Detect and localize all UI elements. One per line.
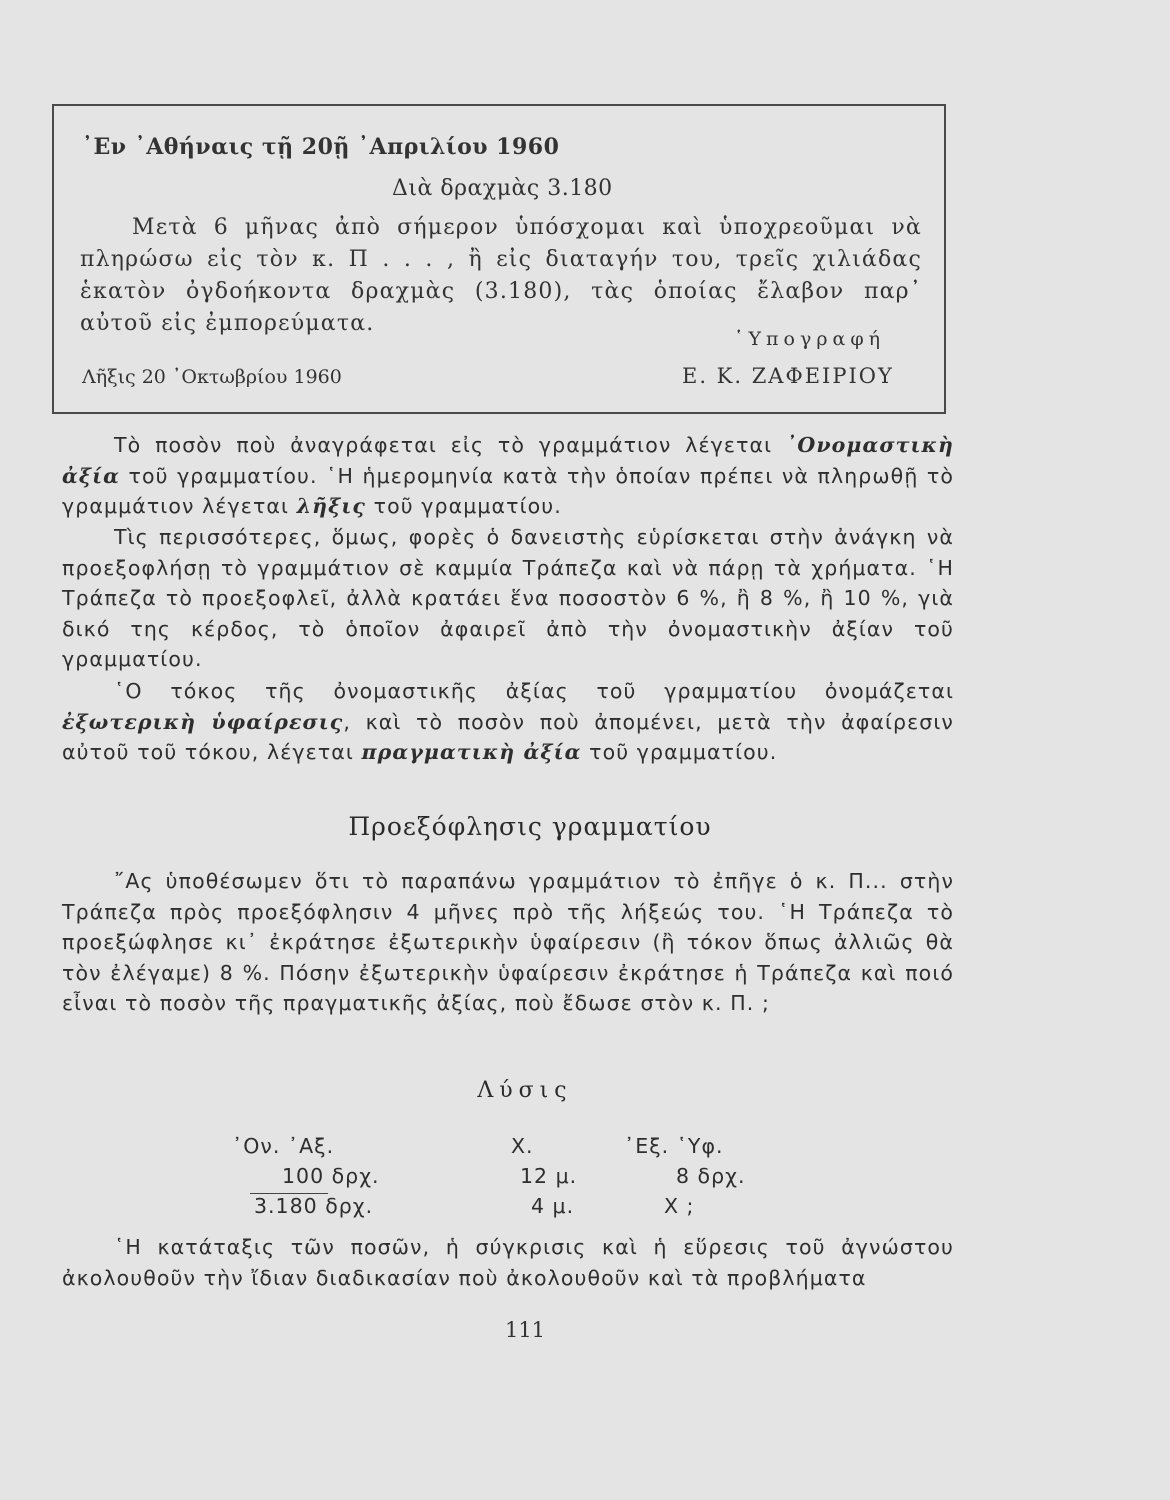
- note-maturity: Λῆξις 20 ᾽Οκτωβρίου 1960: [82, 366, 342, 388]
- section-title: Προεξόφλησις γραμματίου: [348, 812, 712, 841]
- row2-face-value: 3.180 δρχ.: [254, 1194, 374, 1218]
- page-number: 111: [504, 1318, 546, 1342]
- term-face-value: ᾽Ονομαστικὴ ἀξία: [62, 433, 954, 488]
- row1-face-value: 100 δρχ.: [282, 1164, 380, 1188]
- note-body-text: Μετὰ 6 μῆνας ἀπὸ σήμερον ὑπόσχομαι καὶ ὑποχρεοῦμαι νὰ πληρώσω εἰς τὸν κ. Π . . . , ἢ εἰς διαταγήν του, τρεῖς χιλιάδας ἑκατὸν ὀγδοήκοντα δραχμὰς (3.180), τὰς ὁποίας ἔλαβον παρ᾽ αὐτοῦ εἰς ἐμπορεύματα.: [80, 215, 922, 336]
- row2-discount: Χ ;: [664, 1194, 695, 1218]
- p1-text-c: τοῦ γραμματίου.: [366, 494, 562, 518]
- note-signer: Ε. Κ. ΖΑΦΕΙΡΙΟΥ: [682, 364, 894, 388]
- paragraph-face-value: [62, 430, 954, 522]
- row1-discount: 8 δρχ.: [676, 1164, 746, 1188]
- note-date-line: ᾽Εν ᾽Αθήναις τῇ 20ῇ ᾽Απριλίου 1960: [82, 134, 560, 160]
- row2-months: 4 μ.: [531, 1194, 575, 1218]
- p5-text: ῾Η κατάταξις τῶν ποσῶν, ἡ σύγκρισις καὶ ἡ εὕρεσις τοῦ ἀγνώστου ἀκολουθοῦν τὴν ἴδιαν διαδικασίαν ποὺ ἀκολουθοῦν καὶ τὰ προβλήματα: [62, 1235, 954, 1290]
- paragraph-external-discount: [62, 676, 954, 768]
- paragraph-discounting: [62, 522, 954, 675]
- term-real-value: πραγματικὴ ἀξία: [361, 740, 582, 764]
- paragraph-ordering: [62, 1232, 954, 1293]
- term-external-discount: ἐξωτερικὴ ὑφαίρεσις: [62, 709, 344, 734]
- p1-text-b: τοῦ γραμματίου. ῾Η ἡμερομηνία κατὰ τὴν ὁποίαν πρέπει νὰ πληρωθῇ τὸ γραμμάτιον λέγεται: [62, 463, 954, 518]
- term-maturity: λῆξις: [296, 494, 367, 518]
- p3-text-a: ῾Ο τόκος τῆς ὀνομαστικῆς ἀξίας τοῦ γραμματίου ὀνομάζεται: [114, 679, 954, 703]
- row1-months: 12 μ.: [520, 1164, 578, 1188]
- header-face-value: ᾽Ον. ᾽Αξ.: [232, 1134, 335, 1158]
- header-external-discount: ᾽Εξ. ῾Υφ.: [624, 1134, 724, 1158]
- promissory-note-box: [52, 104, 946, 414]
- note-amount-line: Διὰ δραχμὰς 3.180: [392, 176, 613, 201]
- p3-text-c: τοῦ γραμματίου.: [581, 740, 778, 764]
- note-body: [80, 212, 922, 340]
- note-signature-title: ῾Υπογραφή: [734, 328, 886, 350]
- p1-text-a: Τὸ ποσὸν ποὺ ἀναγράφεται εἰς τὸ γραμμάτιον λέγεται: [114, 433, 787, 457]
- p4-text: ῎Ας ὑποθέσωμεν ὅτι τὸ παραπάνω γραμμάτιον τὸ ἐπῆγε ὁ κ. Π... στὴν Τράπεζα πρὸς προεξόφλησιν 4 μῆνες πρὸ τῆς λήξεώς του. ῾Η Τράπεζα τὸ προεξώφλησε κι᾽ ἐκράτησε ἐξωτερικὴν ὑφαίρεσιν (ἢ τόκον ὅπως ἀλλιῶς θὰ τὸν ἐλέγαμε) 8 %. Πόσην ἐξωτερικὴν ὑφαίρεσιν ἐκράτησε ἡ Τράπεζα καὶ ποιό εἶναι τὸ ποσὸν τῆς πραγματικῆς ἀξίας, ποὺ ἔδωσε στὸν κ. Π. ;: [62, 869, 954, 1015]
- header-months: Χ.: [511, 1134, 534, 1158]
- p2-text: Τὶς περισσότερες, ὅμως, φορὲς ὁ δανειστὴς εὑρίσκεται στὴν ἀνάγκη νὰ προεξοφλήσῃ τὸ γραμμάτιον σὲ καμμία Τράπεζα καὶ νὰ πάρῃ τὰ χρήματα. ῾Η Τράπεζα τὸ προεξοφλεῖ, ἀλλὰ κρατάει ἕνα ποσοστὸν 6 %, ἢ 8 %, ἢ 10 %, γιὰ δικό της κέρδος, τὸ ὁποῖον ἀφαιρεῖ ἀπὸ τὴν ὀνομαστικὴν ἀξίαν τοῦ γραμματίου.: [62, 525, 954, 671]
- p3-text-b: , καὶ τὸ ποσὸν ποὺ ἀπομένει, μετὰ τὴν ἀφαίρεσιν αὐτοῦ τοῦ τόκου, λέγεται: [62, 709, 954, 764]
- solution-title: Λύσις: [477, 1078, 573, 1103]
- paragraph-problem: [62, 866, 954, 1019]
